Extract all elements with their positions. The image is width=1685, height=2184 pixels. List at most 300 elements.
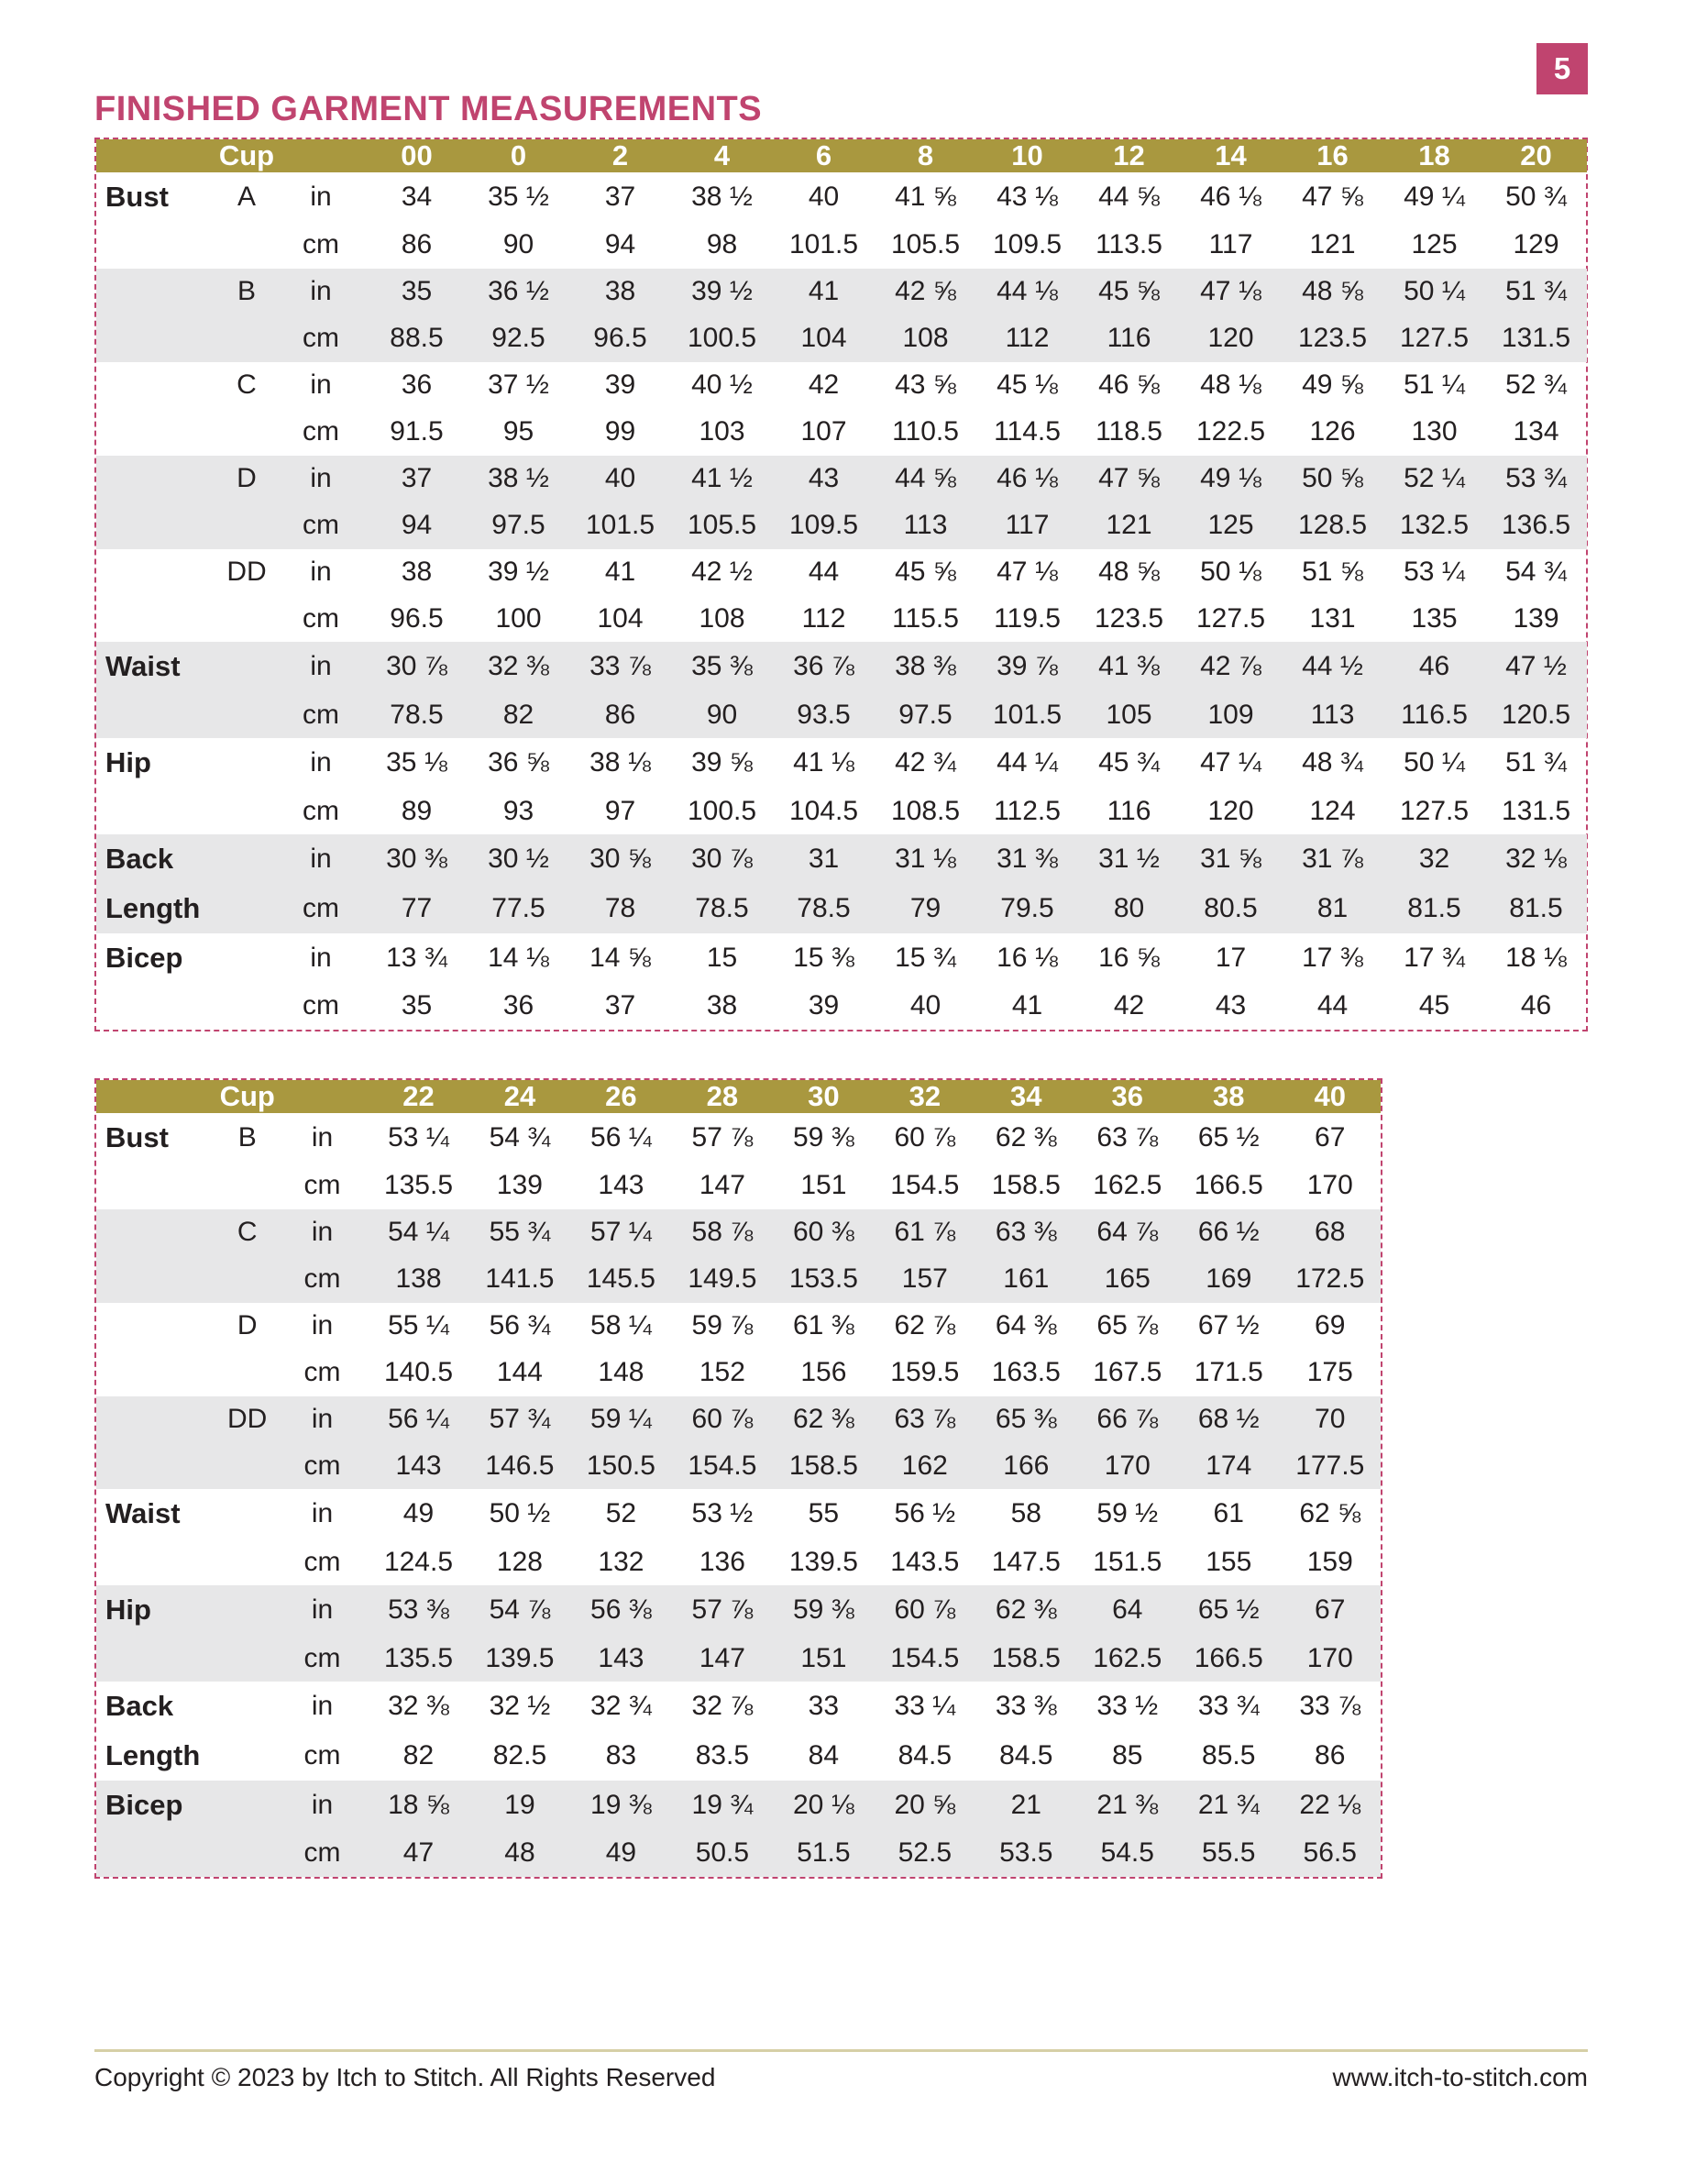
measurement-value: 44 bbox=[808, 556, 840, 587]
measurement-value: 35 ⅛ bbox=[386, 747, 447, 778]
cup-size bbox=[217, 884, 276, 933]
measurement-label bbox=[96, 1303, 218, 1350]
measurement-value: 41 ½ bbox=[691, 463, 753, 494]
measurement-value: 115.5 bbox=[892, 602, 959, 634]
measurement-value: 143 bbox=[598, 1170, 644, 1201]
measurement-value: 53.5 bbox=[999, 1837, 1053, 1869]
table-row bbox=[96, 549, 1587, 596]
measurement-value: 118.5 bbox=[1096, 416, 1162, 447]
cup-size bbox=[218, 1781, 277, 1830]
measurement-table-sizes-22-40 bbox=[94, 1078, 1382, 1879]
measurement-value: 107 bbox=[800, 416, 847, 447]
cup-size bbox=[218, 1635, 277, 1682]
measurement-value: 105.5 bbox=[687, 510, 757, 541]
measurement-value: 20 ⅛ bbox=[792, 1790, 854, 1820]
measurement-value: 63 ⅞ bbox=[894, 1404, 956, 1435]
measurement-value: 109.5 bbox=[788, 510, 859, 541]
table-header-row bbox=[96, 1080, 1381, 1113]
measurement-value: 15 ¾ bbox=[895, 942, 956, 973]
table-row bbox=[96, 983, 1587, 1030]
measurement-value: 60 ⅜ bbox=[792, 1217, 854, 1248]
measurement-value: 54 ¾ bbox=[1505, 556, 1567, 587]
measurement-label: Bust bbox=[105, 1120, 169, 1153]
measurement-value: 33 ¼ bbox=[894, 1691, 956, 1722]
measurement-value: 41 ⅜ bbox=[1098, 651, 1160, 682]
measurement-value: 39 bbox=[604, 370, 636, 401]
measurement-value: 98 bbox=[706, 229, 738, 260]
measurement-value: 42 bbox=[808, 370, 840, 401]
table-row bbox=[96, 1209, 1381, 1256]
header-size: 4 bbox=[713, 139, 731, 171]
unit-label: cm bbox=[303, 1170, 341, 1201]
header-size: 24 bbox=[503, 1080, 536, 1112]
measurement-value: 68 ½ bbox=[1197, 1404, 1260, 1435]
measurement-label: Bicep bbox=[105, 941, 183, 974]
table-row bbox=[96, 1830, 1381, 1877]
measurement-value: 54.5 bbox=[1100, 1837, 1154, 1869]
measurement-value: 41 ⅛ bbox=[793, 747, 854, 778]
measurement-value: 172.5 bbox=[1295, 1263, 1365, 1295]
measurement-label: Back bbox=[105, 843, 174, 876]
measurement-value: 110.5 bbox=[892, 416, 959, 447]
cup-size: B bbox=[237, 1121, 257, 1153]
measurement-label: Hip bbox=[105, 1594, 151, 1627]
measurement-value: 59 ¼ bbox=[590, 1404, 652, 1435]
measurement-value: 145.5 bbox=[586, 1263, 655, 1295]
measurement-value: 101.5 bbox=[992, 699, 1063, 730]
measurement-value: 100 bbox=[495, 602, 542, 634]
measurement-value: 13 ¾ bbox=[386, 942, 447, 973]
measurement-value: 32 ⅜ bbox=[488, 651, 549, 682]
measurement-value: 122.5 bbox=[1195, 416, 1266, 447]
measurement-value: 51.5 bbox=[797, 1837, 851, 1869]
measurement-value: 49 ⅛ bbox=[1200, 463, 1261, 494]
header-size: 36 bbox=[1111, 1080, 1143, 1112]
measurement-value: 109 bbox=[1207, 699, 1254, 730]
header-size: 0 bbox=[510, 139, 527, 171]
cup-size bbox=[217, 315, 276, 362]
measurement-value: 55 ¼ bbox=[388, 1310, 449, 1341]
table-row bbox=[96, 1731, 1381, 1781]
measurement-value: 158.5 bbox=[788, 1450, 858, 1482]
measurement-label bbox=[96, 1830, 218, 1877]
measurement-value: 156 bbox=[800, 1357, 847, 1388]
table-row bbox=[96, 409, 1587, 456]
cup-size bbox=[218, 1443, 277, 1490]
measurement-value: 35 bbox=[401, 990, 433, 1021]
measurement-value: 56 ¼ bbox=[590, 1121, 652, 1153]
measurement-value: 155 bbox=[1206, 1546, 1252, 1577]
measurement-value: 113 bbox=[1310, 699, 1355, 730]
measurement-value: 50 ½ bbox=[489, 1498, 551, 1529]
table-row bbox=[96, 642, 1587, 691]
measurement-label: Length bbox=[105, 1739, 201, 1772]
measurement-value: 124.5 bbox=[383, 1546, 454, 1577]
measurement-value: 17 ¾ bbox=[1404, 942, 1465, 973]
measurement-value: 59 ½ bbox=[1096, 1498, 1159, 1529]
measurement-value: 104 bbox=[800, 323, 847, 354]
measurement-value: 112 bbox=[1005, 323, 1050, 354]
measurement-value: 143 bbox=[395, 1450, 442, 1482]
table-row bbox=[96, 884, 1587, 933]
measurement-value: 58 ¼ bbox=[590, 1310, 652, 1341]
measurement-value: 40 bbox=[604, 463, 636, 494]
table-row bbox=[96, 1113, 1381, 1163]
measurement-value: 17 bbox=[1215, 942, 1247, 973]
measurement-value: 177.5 bbox=[1295, 1450, 1365, 1482]
measurement-value: 51 ¾ bbox=[1505, 276, 1567, 307]
measurement-value: 116 bbox=[1107, 795, 1151, 826]
page-title: FINISHED GARMENT MEASUREMENTS bbox=[94, 90, 763, 128]
cup-size bbox=[217, 834, 276, 884]
cup-size: DD bbox=[226, 556, 267, 587]
unit-label: in bbox=[311, 1310, 334, 1341]
measurement-value: 93.5 bbox=[797, 699, 851, 730]
measurement-value: 36 ⅝ bbox=[488, 747, 549, 778]
measurement-label: Waist bbox=[105, 650, 181, 683]
measurement-value: 53 ⅜ bbox=[388, 1594, 449, 1626]
measurement-value: 141.5 bbox=[485, 1263, 555, 1295]
measurement-value: 44 ½ bbox=[1302, 651, 1363, 682]
measurement-value: 39 bbox=[808, 990, 840, 1021]
measurement-value: 105 bbox=[1106, 699, 1152, 730]
header-size: 30 bbox=[808, 1080, 840, 1112]
table-row bbox=[96, 1585, 1381, 1635]
cup-size bbox=[218, 1682, 277, 1731]
table-row bbox=[96, 1489, 1381, 1539]
measurement-value: 123.5 bbox=[1094, 602, 1164, 634]
measurement-value: 119.5 bbox=[994, 602, 1061, 634]
measurement-value: 45 ⅛ bbox=[997, 370, 1058, 401]
measurement-value: 41 bbox=[808, 276, 840, 307]
measurement-label bbox=[96, 1350, 218, 1396]
measurement-value: 117 bbox=[1208, 229, 1253, 260]
measurement-label bbox=[96, 456, 217, 502]
measurement-value: 15 bbox=[706, 942, 738, 973]
measurement-value: 62 ⅝ bbox=[1299, 1498, 1361, 1529]
measurement-label bbox=[96, 1209, 218, 1256]
cup-size: C bbox=[237, 370, 257, 401]
header-size: 22 bbox=[402, 1080, 435, 1112]
measurement-value: 83.5 bbox=[695, 1740, 750, 1771]
measurement-value: 30 ⅜ bbox=[386, 844, 447, 875]
unit-label: cm bbox=[303, 990, 339, 1021]
measurement-value: 77 bbox=[401, 893, 433, 924]
header-cup: Cup bbox=[219, 1080, 275, 1112]
measurement-value: 148 bbox=[598, 1357, 644, 1388]
measurement-value: 94 bbox=[604, 229, 636, 260]
measurement-value: 117 bbox=[1005, 510, 1050, 541]
measurement-value: 69 bbox=[1315, 1310, 1346, 1341]
measurement-label bbox=[96, 1539, 218, 1585]
measurement-value: 38 ⅛ bbox=[589, 747, 651, 778]
cup-size bbox=[218, 1163, 277, 1209]
measurement-value: 124 bbox=[1309, 795, 1356, 826]
measurement-value: 84.5 bbox=[898, 1740, 953, 1771]
unit-label: cm bbox=[303, 893, 339, 924]
unit-label: cm bbox=[303, 1642, 341, 1673]
measurement-value: 57 ⅞ bbox=[691, 1121, 754, 1153]
measurement-value: 166 bbox=[1003, 1450, 1050, 1482]
measurement-value: 30 ½ bbox=[488, 844, 549, 875]
measurement-value: 31 ⅞ bbox=[1302, 844, 1363, 875]
measurement-value: 82.5 bbox=[492, 1740, 547, 1771]
measurement-value: 68 bbox=[1315, 1217, 1346, 1248]
cup-size bbox=[217, 691, 276, 738]
measurement-value: 51 ⅝ bbox=[1302, 556, 1363, 587]
measurement-value: 136.5 bbox=[1501, 510, 1571, 541]
unit-label: cm bbox=[303, 229, 339, 260]
measurement-value: 46 ⅝ bbox=[1098, 370, 1160, 401]
measurement-value: 19 ¾ bbox=[691, 1790, 754, 1820]
unit-label: cm bbox=[303, 510, 339, 541]
measurement-value: 120 bbox=[1207, 795, 1254, 826]
measurement-value: 82 bbox=[502, 699, 534, 730]
measurement-value: 66 ⅞ bbox=[1096, 1404, 1159, 1435]
table-row bbox=[96, 456, 1587, 502]
measurement-value: 135 bbox=[1411, 602, 1458, 634]
measurement-value: 169 bbox=[1206, 1263, 1252, 1295]
measurement-value: 62 ⅜ bbox=[995, 1594, 1057, 1626]
measurement-value: 42 bbox=[1113, 990, 1145, 1021]
measurement-value: 147.5 bbox=[991, 1546, 1061, 1577]
measurement-value: 85 bbox=[1112, 1740, 1143, 1771]
measurement-value: 121 bbox=[1309, 229, 1356, 260]
unit-label: cm bbox=[303, 1837, 341, 1869]
measurement-label bbox=[96, 1163, 218, 1209]
table-row bbox=[96, 788, 1587, 834]
table-row bbox=[96, 362, 1587, 409]
measurement-value: 125 bbox=[1411, 229, 1458, 260]
unit-label: cm bbox=[303, 602, 339, 634]
unit-label: in bbox=[311, 1594, 334, 1626]
table-row bbox=[96, 1350, 1381, 1396]
measurement-value: 35 ⅜ bbox=[691, 651, 753, 682]
website-link[interactable]: www.itch-to-stitch.com bbox=[1332, 2063, 1588, 2091]
unit-label: in bbox=[310, 181, 332, 212]
measurement-value: 65 ½ bbox=[1197, 1121, 1260, 1153]
measurement-value: 51 ¼ bbox=[1404, 370, 1465, 401]
measurement-label bbox=[96, 502, 217, 549]
measurement-value: 147 bbox=[699, 1642, 745, 1673]
measurement-value: 42 ⅞ bbox=[1200, 651, 1261, 682]
measurement-value: 39 ⅝ bbox=[691, 747, 753, 778]
measurement-value: 18 ⅝ bbox=[388, 1790, 449, 1820]
unit-label: in bbox=[310, 556, 332, 587]
measurement-value: 47 ⅛ bbox=[1200, 276, 1261, 307]
measurement-value: 54 ¼ bbox=[388, 1217, 449, 1248]
measurement-value: 129 bbox=[1513, 229, 1559, 260]
measurement-value: 89 bbox=[401, 795, 433, 826]
cup-size bbox=[217, 983, 276, 1030]
table-row bbox=[96, 738, 1587, 788]
measurement-value: 154.5 bbox=[890, 1170, 960, 1201]
table-row bbox=[96, 1443, 1381, 1490]
measurement-value: 100.5 bbox=[687, 795, 757, 826]
measurement-value: 139 bbox=[1513, 602, 1559, 634]
measurement-value: 166.5 bbox=[1194, 1642, 1263, 1673]
measurement-value: 131 bbox=[1309, 602, 1356, 634]
table-row bbox=[96, 222, 1587, 269]
measurement-value: 42 ½ bbox=[691, 556, 753, 587]
measurement-value: 162.5 bbox=[1093, 1642, 1162, 1673]
unit-label: in bbox=[311, 1790, 334, 1820]
measurement-value: 14 ⅛ bbox=[488, 942, 549, 973]
measurement-value: 59 ⅞ bbox=[691, 1310, 754, 1341]
measurement-value: 56 ¼ bbox=[388, 1404, 449, 1435]
measurement-value: 128.5 bbox=[1297, 510, 1368, 541]
cup-size bbox=[217, 788, 276, 834]
unit-label: cm bbox=[303, 323, 339, 354]
measurement-value: 159.5 bbox=[890, 1357, 960, 1388]
measurement-value: 15 ⅜ bbox=[793, 942, 854, 973]
measurement-value: 41 ⅝ bbox=[895, 181, 956, 212]
unit-label: in bbox=[311, 1121, 334, 1153]
measurement-value: 48 bbox=[504, 1837, 535, 1869]
table-row bbox=[96, 1635, 1381, 1682]
cup-size: A bbox=[237, 181, 256, 212]
cup-size bbox=[217, 222, 276, 269]
unit-label: cm bbox=[303, 1357, 341, 1388]
measurement-value: 62 ⅜ bbox=[995, 1121, 1057, 1153]
unit-label: in bbox=[310, 370, 332, 401]
measurement-value: 60 ⅞ bbox=[691, 1404, 754, 1435]
measurement-value: 77.5 bbox=[491, 893, 545, 924]
measurement-value: 61 ⅞ bbox=[894, 1217, 956, 1248]
measurement-label bbox=[96, 1443, 218, 1490]
header-size: 28 bbox=[706, 1080, 739, 1112]
measurement-value: 108.5 bbox=[890, 795, 961, 826]
measurement-value: 62 ⅜ bbox=[792, 1404, 854, 1435]
measurement-value: 67 bbox=[1315, 1594, 1346, 1626]
measurement-value: 33 ⅜ bbox=[995, 1691, 1057, 1722]
measurement-value: 32 ⅜ bbox=[388, 1691, 449, 1722]
measurement-value: 36 bbox=[502, 990, 534, 1021]
measurement-value: 39 ½ bbox=[488, 556, 549, 587]
measurement-value: 48 ⅛ bbox=[1200, 370, 1261, 401]
measurement-label bbox=[96, 1256, 218, 1303]
measurement-value: 46 ⅛ bbox=[997, 463, 1058, 494]
measurement-value: 21 ¾ bbox=[1197, 1790, 1260, 1820]
measurement-value: 31 ⅛ bbox=[895, 844, 956, 875]
measurement-value: 42 ⅝ bbox=[895, 276, 956, 307]
measurement-value: 86 bbox=[604, 699, 636, 730]
measurement-value: 97.5 bbox=[491, 510, 545, 541]
measurement-value: 45 ¾ bbox=[1098, 747, 1160, 778]
measurement-value: 54 ¾ bbox=[489, 1121, 551, 1153]
header-size: 40 bbox=[1314, 1080, 1346, 1112]
unit-label: in bbox=[310, 651, 332, 682]
measurement-value: 120 bbox=[1207, 323, 1254, 354]
measurement-value: 158.5 bbox=[991, 1170, 1061, 1201]
header-size: 14 bbox=[1215, 139, 1247, 171]
measurement-label: Bust bbox=[105, 180, 169, 213]
measurement-value: 63 ⅞ bbox=[1096, 1121, 1159, 1153]
unit-label: cm bbox=[303, 1450, 341, 1482]
measurement-value: 47 ⅛ bbox=[997, 556, 1058, 587]
table-row bbox=[96, 1682, 1381, 1731]
measurement-value: 33 ⅞ bbox=[1299, 1691, 1361, 1722]
header-size: 10 bbox=[1011, 139, 1043, 171]
measurement-value: 162.5 bbox=[1093, 1170, 1162, 1201]
measurement-value: 52 ¾ bbox=[1505, 370, 1567, 401]
measurement-value: 49 bbox=[605, 1837, 637, 1869]
header-size: 00 bbox=[401, 139, 433, 171]
measurement-value: 132.5 bbox=[1399, 510, 1470, 541]
measurement-value: 127.5 bbox=[1399, 795, 1470, 826]
measurement-label bbox=[96, 315, 217, 362]
measurement-value: 88.5 bbox=[390, 323, 444, 354]
measurement-value: 58 ⅞ bbox=[691, 1217, 754, 1248]
measurement-value: 151 bbox=[800, 1170, 847, 1201]
measurement-value: 33 bbox=[808, 1691, 840, 1722]
measurement-value: 46 bbox=[1418, 651, 1450, 682]
measurement-value: 78 bbox=[604, 893, 636, 924]
header-size: 20 bbox=[1520, 139, 1552, 171]
measurement-value: 140.5 bbox=[383, 1357, 454, 1388]
measurement-value: 40 bbox=[909, 990, 942, 1021]
measurement-value: 63 ⅜ bbox=[995, 1217, 1057, 1248]
measurement-value: 64 ⅜ bbox=[995, 1310, 1057, 1341]
unit-label: cm bbox=[303, 1740, 341, 1771]
measurement-label: Bicep bbox=[105, 1789, 183, 1821]
measurement-value: 37 ½ bbox=[488, 370, 549, 401]
cup-size bbox=[218, 1585, 277, 1635]
measurement-value: 43 bbox=[808, 463, 840, 494]
measurement-value: 163.5 bbox=[991, 1357, 1061, 1388]
table-row bbox=[96, 502, 1587, 549]
header-size: 2 bbox=[611, 139, 629, 171]
cup-size bbox=[218, 1830, 277, 1877]
measurement-value: 38 ½ bbox=[488, 463, 549, 494]
measurement-value: 104.5 bbox=[788, 795, 859, 826]
unit-label: in bbox=[311, 1691, 334, 1722]
measurement-value: 38 ½ bbox=[691, 181, 753, 212]
measurement-value: 39 ⅞ bbox=[997, 651, 1058, 682]
measurement-value: 46 bbox=[1520, 990, 1552, 1021]
measurement-value: 36 ⅞ bbox=[793, 651, 854, 682]
measurement-value: 101.5 bbox=[788, 229, 859, 260]
measurement-value: 135.5 bbox=[383, 1642, 454, 1673]
measurement-table bbox=[96, 1080, 1381, 1877]
measurement-label bbox=[96, 691, 217, 738]
measurement-value: 44 ⅝ bbox=[895, 463, 956, 494]
measurement-value: 55.5 bbox=[1202, 1837, 1256, 1869]
measurement-value: 50 ¾ bbox=[1505, 181, 1567, 212]
copyright-text: Copyright © 2023 by Itch to Stitch. All Rights Reserved bbox=[94, 2063, 716, 2091]
measurement-value: 44 ⅝ bbox=[1098, 181, 1160, 212]
measurement-value: 32 bbox=[1418, 844, 1450, 875]
measurement-value: 43 ⅝ bbox=[895, 370, 956, 401]
measurement-value: 143.5 bbox=[890, 1546, 960, 1577]
measurement-value: 19 ⅜ bbox=[590, 1790, 652, 1820]
measurement-value: 43 ⅛ bbox=[997, 181, 1058, 212]
measurement-value: 38 ⅜ bbox=[895, 651, 956, 682]
header-blank bbox=[96, 139, 217, 172]
measurement-value: 127.5 bbox=[1195, 602, 1266, 634]
table-row bbox=[96, 269, 1587, 315]
measurement-value: 44 ⅛ bbox=[997, 276, 1058, 307]
measurement-table bbox=[96, 139, 1587, 1030]
measurement-value: 109.5 bbox=[992, 229, 1063, 260]
measurement-value: 38 bbox=[604, 276, 636, 307]
measurement-value: 120.5 bbox=[1501, 699, 1571, 730]
measurement-value: 52 ¼ bbox=[1404, 463, 1465, 494]
measurement-table-sizes-00-20 bbox=[94, 138, 1588, 1031]
measurement-value: 46 ⅛ bbox=[1200, 181, 1261, 212]
measurement-value: 123.5 bbox=[1297, 323, 1368, 354]
measurement-value: 82 bbox=[402, 1740, 435, 1771]
